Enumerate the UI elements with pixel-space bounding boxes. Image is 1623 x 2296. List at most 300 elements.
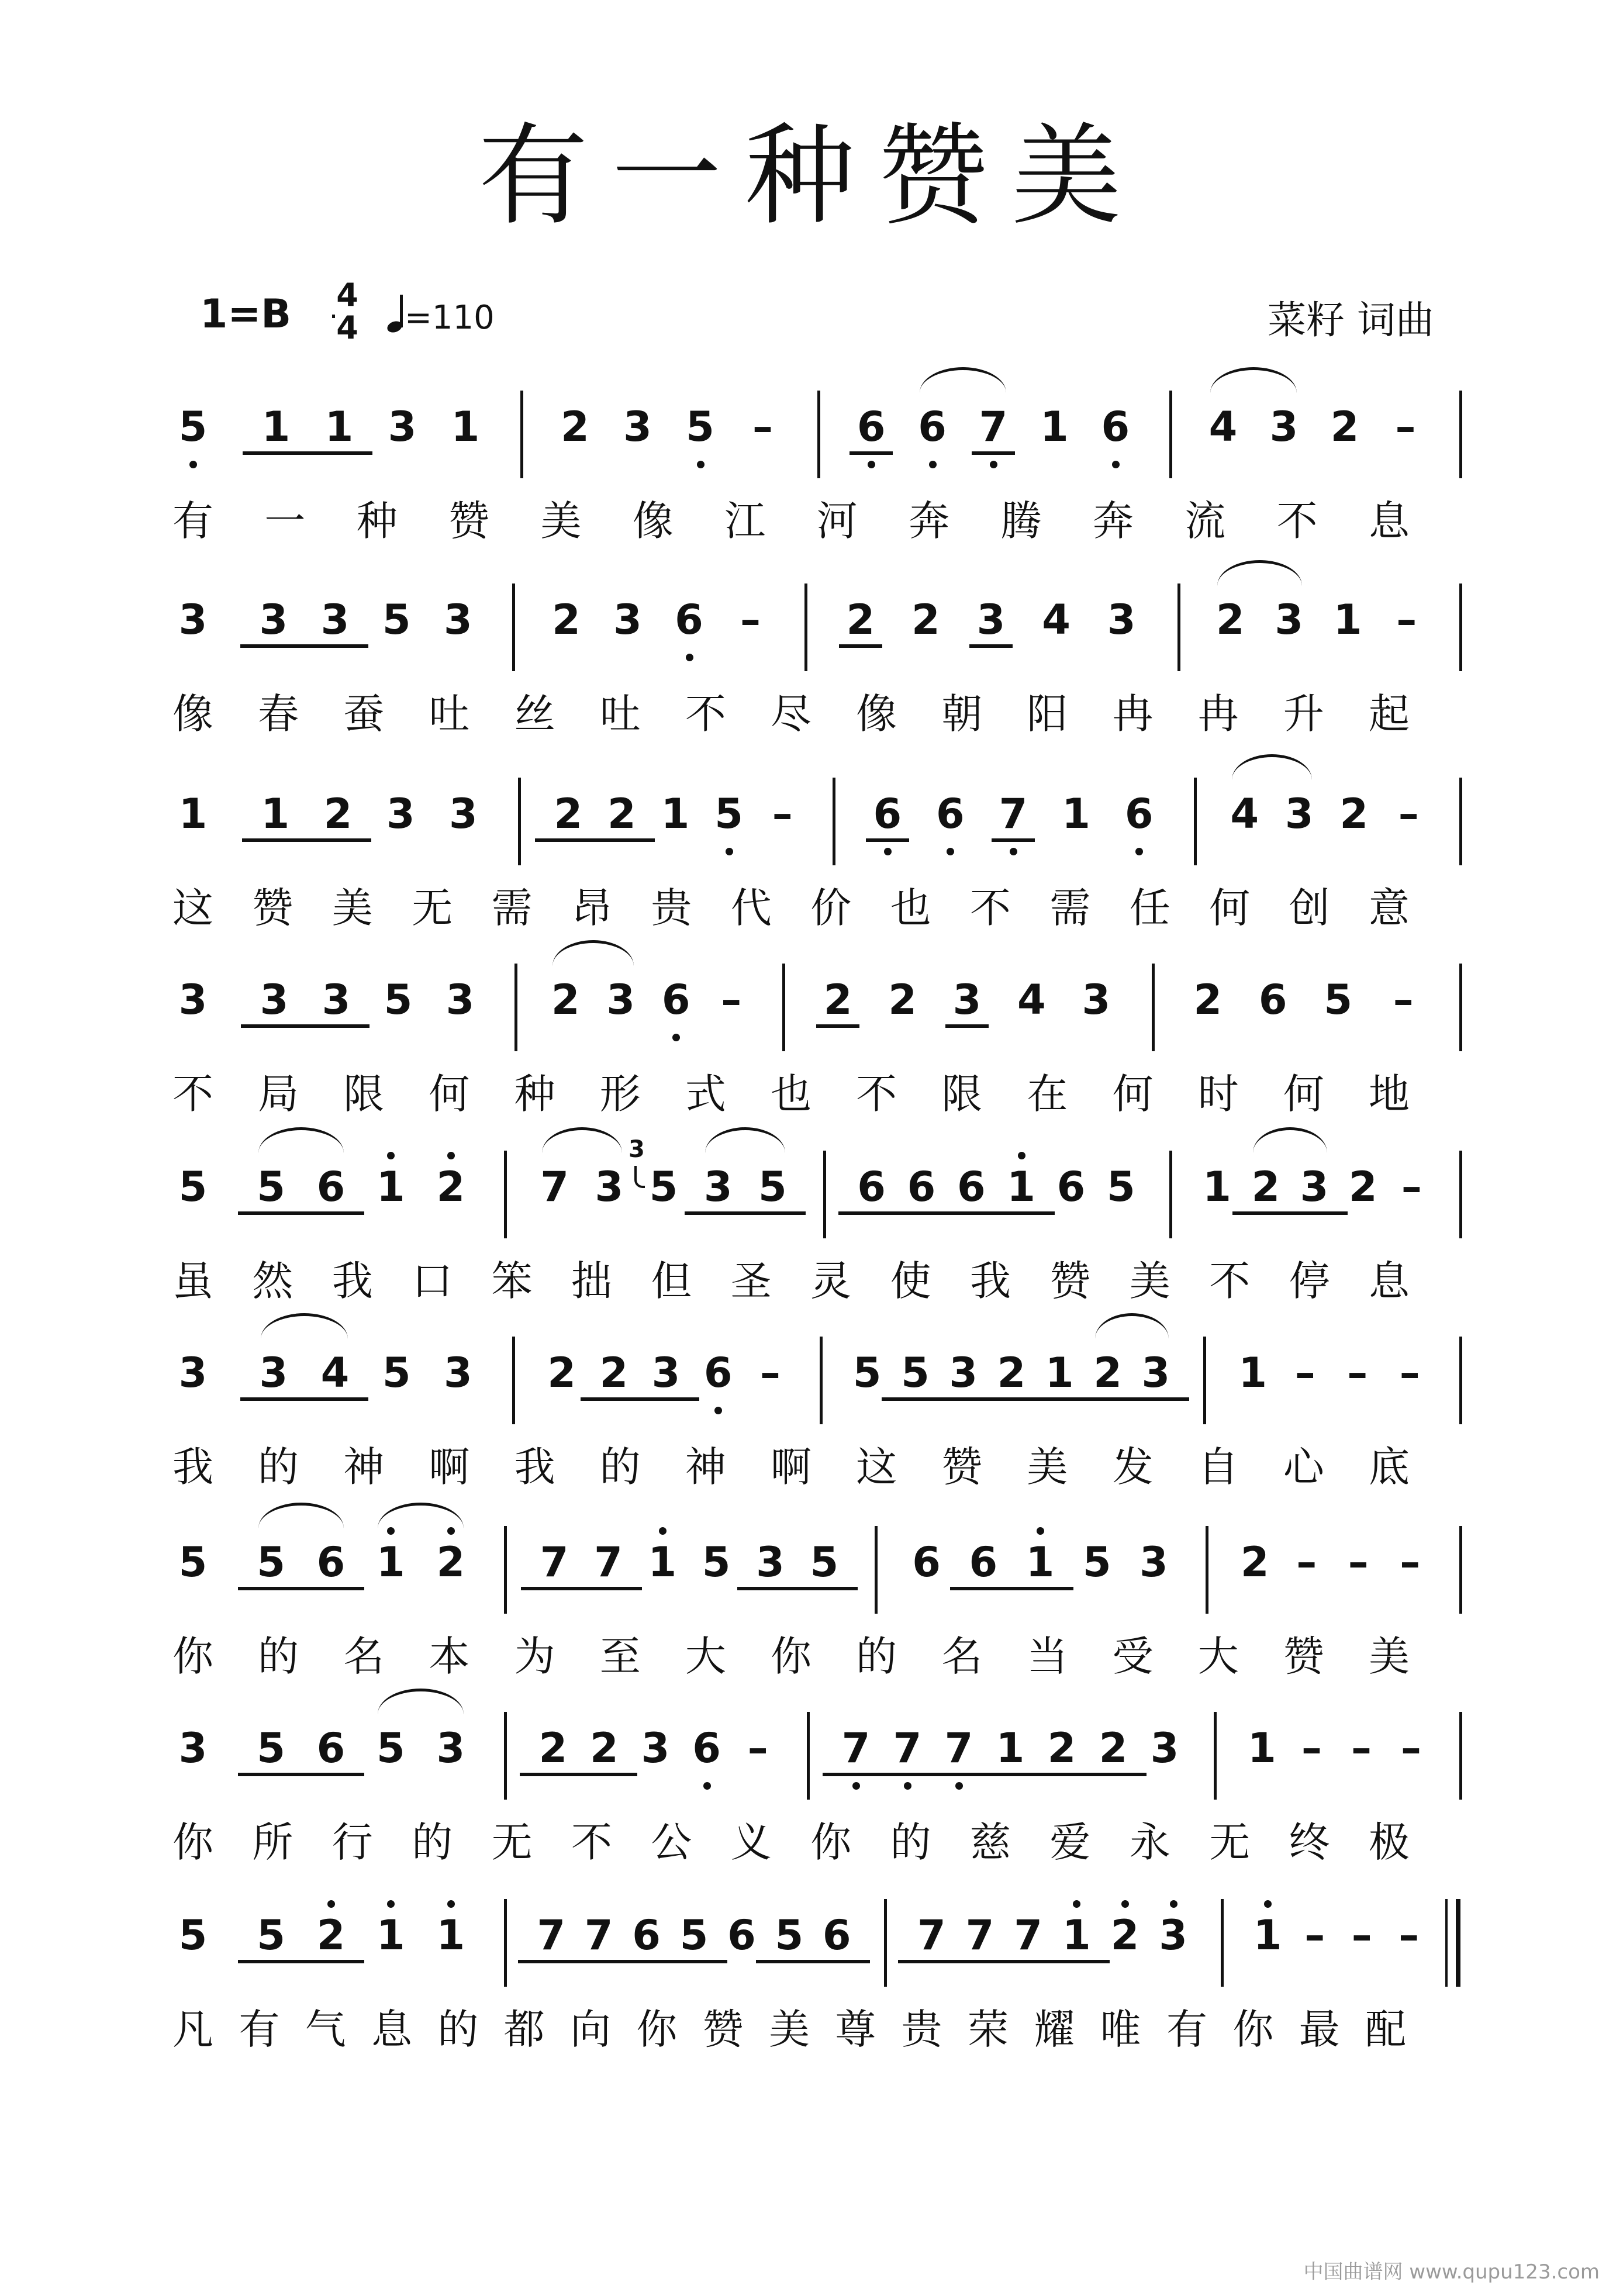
barline	[833, 778, 835, 865]
note: 5	[746, 1146, 799, 1231]
final-barline-thin	[1445, 1899, 1448, 1987]
note: 6	[957, 1521, 1010, 1607]
barline	[1459, 1337, 1462, 1424]
lyric-syllable: 大	[1197, 1632, 1239, 1680]
note: 6	[727, 1911, 756, 1959]
note: 3	[595, 1163, 624, 1211]
note: 2	[424, 1521, 477, 1607]
lyric-syllable: 奔	[1092, 497, 1134, 545]
lyric-syllable: 地	[1369, 1070, 1410, 1118]
note: 2	[1330, 403, 1359, 451]
lyric-syllable: 腾	[1000, 497, 1042, 545]
note: 5	[798, 1521, 851, 1607]
dash-extension: –	[1400, 1538, 1421, 1586]
barline	[1459, 584, 1462, 671]
note: 3	[436, 1724, 465, 1772]
lyric-syllable: 啊	[771, 1443, 811, 1491]
lyric-syllable: 慈	[970, 1818, 1011, 1866]
note: 1	[249, 773, 302, 858]
note: 5	[384, 976, 413, 1024]
note: 2	[1348, 1163, 1377, 1211]
note: 6	[845, 386, 897, 471]
note: 6	[692, 1332, 744, 1417]
score-system	[0, 386, 1623, 561]
note: 3	[1288, 1146, 1341, 1231]
note: 6	[1258, 976, 1287, 1024]
lyric-syllable: 笨	[491, 1257, 533, 1305]
score-system	[0, 579, 1623, 754]
note: 7	[540, 1163, 569, 1211]
note: 3	[641, 1724, 670, 1772]
lyric-syllable: 有	[1166, 2005, 1207, 2053]
note: 3	[178, 1724, 208, 1772]
note: 1	[1241, 1894, 1294, 1980]
dash-extension: –	[1396, 596, 1417, 644]
lyric-syllable: 像	[172, 690, 213, 738]
note: 7	[572, 1894, 625, 1980]
lyric-syllable: 奔	[909, 497, 950, 545]
barline	[820, 1337, 823, 1424]
barline	[1177, 584, 1180, 671]
lyric-syllable: 也	[890, 884, 931, 932]
note: 1	[313, 386, 365, 471]
lyric-syllable: 何	[429, 1070, 470, 1118]
note: 7	[582, 1521, 635, 1607]
note: 4	[1017, 976, 1046, 1024]
note: 5	[245, 1894, 298, 1980]
lyric-syllable: 息	[1369, 497, 1410, 545]
barline	[1459, 1712, 1462, 1800]
lyric-syllable: 停	[1289, 1257, 1330, 1305]
note: 6	[912, 1538, 941, 1586]
page-title: 有一种赞美	[478, 112, 1145, 240]
note: 2	[1087, 1707, 1139, 1793]
barline	[512, 584, 515, 671]
lyric-syllable: 美	[1369, 1632, 1410, 1680]
barline	[518, 778, 521, 865]
score-system	[0, 959, 1623, 1134]
lyric-syllable: 任	[1129, 884, 1170, 932]
lyric-syllable: 不	[172, 1070, 213, 1118]
note: 6	[895, 1146, 948, 1231]
lyric-syllable: 何	[1112, 1070, 1154, 1118]
note: 1	[1040, 403, 1069, 451]
note: 1	[1238, 1349, 1268, 1397]
lyric-syllable: 配	[1365, 2005, 1406, 2053]
note: 3	[248, 959, 301, 1044]
slur	[1217, 560, 1302, 586]
note: 5	[763, 1894, 816, 1980]
lyric-syllable: 爱	[1049, 1818, 1091, 1866]
slur	[920, 367, 1006, 393]
lyric-syllable: 昂	[571, 884, 612, 932]
lyric-syllable: 贵	[651, 884, 692, 932]
note: 3	[1082, 976, 1111, 1024]
note: 6	[1113, 773, 1165, 858]
barline	[807, 1712, 810, 1800]
note: 2	[551, 976, 580, 1024]
note: 2	[527, 1707, 579, 1793]
lyric-syllable: 无	[1209, 1818, 1251, 1866]
note: 7	[967, 386, 1020, 471]
dash-extension: –	[1296, 1538, 1317, 1586]
lyric-syllable: 不	[970, 884, 1011, 932]
score-system	[0, 1332, 1623, 1507]
lyric-syllable: 至	[599, 1632, 641, 1680]
lyric-syllable: 的	[437, 2005, 479, 2053]
note: 4	[1042, 596, 1071, 644]
note: 5	[1106, 1163, 1135, 1211]
lyric-syllable: 的	[890, 1818, 931, 1866]
dash-extension: –	[759, 1349, 781, 1397]
note: 7	[881, 1707, 934, 1793]
note: 5	[703, 773, 755, 858]
note: 3	[692, 1146, 744, 1231]
note: 3	[178, 1349, 208, 1397]
barline	[504, 1526, 507, 1614]
note: 3	[941, 959, 993, 1044]
lyric-syllable: 这	[172, 884, 213, 932]
lyric-syllable: 流	[1185, 497, 1226, 545]
note: 3	[1269, 403, 1299, 451]
note: 1	[1203, 1163, 1231, 1211]
note: 6	[1056, 1163, 1086, 1211]
barline	[804, 584, 807, 671]
note: 5	[702, 1538, 731, 1586]
lyric-syllable: 行	[331, 1818, 373, 1866]
lyric-syllable: 气	[305, 2005, 346, 2053]
note: 4	[1208, 403, 1238, 451]
lyric-syllable: 耀	[1034, 2005, 1075, 2053]
lyric-syllable: 凡	[172, 2005, 213, 2053]
lyric-syllable: 为	[514, 1632, 555, 1680]
slur	[1232, 754, 1313, 780]
barline	[823, 1151, 826, 1238]
note: 3	[640, 1332, 692, 1417]
note: 3	[178, 976, 208, 1024]
lyric-syllable: 升	[1283, 690, 1324, 738]
dash-extension: –	[1399, 1349, 1420, 1397]
lyric-syllable: 自	[1197, 1443, 1239, 1491]
lyric-syllable: 你	[771, 1632, 811, 1680]
lyric-syllable: 使	[890, 1257, 931, 1305]
note: 6	[663, 579, 716, 664]
lyric-syllable: 息	[1369, 1257, 1410, 1305]
note: 1	[1033, 1332, 1086, 1417]
lyric-syllable: 吐	[429, 690, 470, 738]
lyric-syllable: 这	[856, 1443, 897, 1491]
note: 6	[681, 1707, 733, 1793]
lyric-syllable: 名	[941, 1632, 983, 1680]
lyric-syllable: 美	[1129, 1257, 1170, 1305]
lyric-syllable: 创	[1289, 884, 1330, 932]
lyric-syllable: 美	[331, 884, 373, 932]
lyric-syllable: 你	[636, 2005, 678, 2053]
note: 2	[312, 773, 364, 858]
note: 2	[305, 1894, 357, 1980]
barline	[884, 1899, 887, 1987]
note: 5	[178, 1163, 208, 1211]
lyric-syllable: 息	[371, 2005, 412, 2053]
lyric-syllable: 种	[514, 1070, 555, 1118]
note: 7	[525, 1894, 578, 1980]
note: 5	[852, 1349, 882, 1397]
barline	[782, 964, 785, 1051]
lyric-syllable: 意	[1369, 884, 1410, 932]
barline	[1206, 1526, 1208, 1614]
lyric-syllable: 尊	[835, 2005, 876, 2053]
lyric-syllable: 义	[730, 1818, 772, 1866]
note: 2	[1193, 976, 1223, 1024]
note: 2	[595, 773, 648, 858]
lyric-syllable: 赞	[448, 497, 490, 545]
note: 3	[388, 403, 417, 451]
note: 1	[424, 1894, 477, 1980]
note: 2	[1082, 1332, 1134, 1417]
note: 1	[178, 790, 208, 838]
dash-extension: –	[1294, 1349, 1315, 1397]
note: 7	[830, 1707, 882, 1793]
note: 1	[1248, 1724, 1276, 1772]
note: 3	[937, 1332, 990, 1417]
tempo-value: =110	[405, 299, 495, 337]
lyric-syllable: 不	[856, 1070, 897, 1118]
barline	[504, 1151, 507, 1238]
grace-note: 3	[629, 1136, 645, 1163]
lyric-syllable: 赞	[252, 884, 293, 932]
lyric-syllable: 有	[239, 2005, 280, 2053]
lyric-syllable: 河	[816, 497, 858, 545]
lyric-syllable: 江	[724, 497, 766, 545]
note: 2	[1239, 1146, 1292, 1231]
lyric-syllable: 尽	[771, 690, 811, 738]
lyric-syllable: 无	[491, 1818, 533, 1866]
note: 2	[1099, 1894, 1151, 1980]
dash-extension: –	[1398, 1911, 1420, 1959]
lyric-syllable: 我	[172, 1443, 213, 1491]
slur	[1210, 367, 1297, 393]
note: 6	[305, 1707, 357, 1793]
dash-extension: –	[1401, 1724, 1421, 1772]
note: 3	[1284, 790, 1314, 838]
lyric-syllable: 式	[685, 1070, 726, 1118]
dash-extension: –	[1398, 790, 1419, 838]
lyric-syllable: 本	[429, 1632, 470, 1680]
dash-extension: –	[747, 1724, 768, 1772]
lyric-syllable: 啊	[429, 1443, 470, 1491]
lyric-syllable: 圣	[730, 1257, 772, 1305]
note: 2	[561, 403, 589, 451]
note: 2	[1215, 596, 1245, 644]
lyric-syllable: 蚕	[343, 690, 385, 738]
note: 6	[305, 1146, 357, 1231]
dash-extension: –	[740, 596, 761, 644]
lyric-syllable: 公	[651, 1818, 692, 1866]
lyric-syllable: 最	[1299, 2005, 1340, 2053]
note: 5	[889, 1332, 941, 1417]
lyric-syllable: 我	[331, 1257, 373, 1305]
note: 3	[623, 403, 652, 451]
lyric-syllable: 冉	[1112, 690, 1154, 738]
note: 2	[985, 1332, 1038, 1417]
note: 1	[250, 386, 302, 471]
barline	[514, 964, 517, 1051]
time-signature-bottom: 4	[336, 309, 358, 346]
lyric-syllable: 朝	[941, 690, 983, 738]
dash-extension: –	[772, 790, 793, 838]
lyric-syllable: 神	[685, 1443, 726, 1491]
note: 1	[1333, 596, 1362, 644]
note: 3	[444, 1349, 472, 1397]
note: 3	[247, 1332, 300, 1417]
barline	[504, 1899, 507, 1987]
lyric-syllable: 然	[252, 1257, 293, 1305]
note: 7	[933, 1707, 985, 1793]
note: 3	[1130, 1332, 1182, 1417]
note: 3	[1107, 596, 1136, 644]
lyric-syllable: 我	[970, 1257, 1011, 1305]
note: 2	[588, 1332, 640, 1417]
lyric-syllable: 也	[771, 1070, 811, 1118]
note: 6	[810, 1894, 863, 1980]
note: 1	[1014, 1521, 1066, 1607]
lyric-syllable: 终	[1289, 1818, 1330, 1866]
lyric-syllable: 不	[1276, 497, 1318, 545]
grace-note-hook	[634, 1166, 645, 1188]
barline	[1194, 778, 1197, 865]
note: 1	[984, 1707, 1037, 1793]
lyric-syllable: 吐	[599, 690, 641, 738]
lyric-syllable: 代	[730, 884, 772, 932]
lyric-syllable: 时	[1197, 1070, 1239, 1118]
barline	[1203, 1337, 1206, 1424]
dash-extension: –	[1401, 1163, 1422, 1211]
note: 3	[606, 976, 636, 1024]
lyric-syllable: 像	[632, 497, 674, 545]
dash-extension: –	[721, 976, 742, 1024]
barline	[1459, 1151, 1462, 1238]
note: 2	[552, 596, 581, 644]
dash-extension: –	[1348, 1538, 1369, 1586]
lyric-syllable: 美	[769, 2005, 810, 2053]
note: 6	[945, 1146, 997, 1231]
lyric-syllable: 不	[685, 690, 726, 738]
lyric-syllable: 丝	[514, 690, 555, 738]
lyric-syllable: 大	[685, 1632, 726, 1680]
lyric-syllable: 你	[1232, 2005, 1274, 2053]
note: 2	[1240, 1538, 1269, 1586]
lyric-syllable: 心	[1283, 1443, 1324, 1491]
note: 6	[906, 386, 959, 471]
lyric-syllable: 赞	[941, 1443, 983, 1491]
note: 2	[542, 773, 595, 858]
lyric-syllable: 何	[1209, 884, 1251, 932]
lyric-syllable: 何	[1283, 1070, 1324, 1118]
site-watermark: 中国曲谱网 www.qupu123.com	[1303, 2260, 1600, 2284]
lyric-syllable: 赞	[1283, 1632, 1324, 1680]
barline	[817, 391, 820, 478]
score-system	[0, 773, 1623, 948]
lyric-syllable: 名	[343, 1632, 385, 1680]
lyric-syllable: 的	[856, 1632, 897, 1680]
note: 5	[649, 1163, 678, 1211]
lyric-syllable: 有	[172, 497, 213, 545]
note: 5	[245, 1146, 298, 1231]
lyric-syllable: 局	[258, 1070, 299, 1118]
note: 1	[1062, 790, 1090, 838]
barline	[1152, 964, 1155, 1051]
lyric-syllable: 虽	[172, 1257, 213, 1305]
lyric-syllable: 不	[1209, 1257, 1251, 1305]
note: 2	[911, 596, 940, 644]
barline	[875, 1526, 878, 1614]
barline	[1169, 391, 1172, 478]
note: 6	[650, 959, 702, 1044]
lyric-syllable: 荣	[968, 2005, 1009, 2053]
note: 5	[167, 386, 219, 471]
note: 7	[987, 773, 1040, 858]
note: 6	[305, 1521, 357, 1607]
lyric-syllable: 不	[571, 1818, 612, 1866]
barline	[520, 391, 523, 478]
note: 3	[444, 596, 472, 644]
note: 3	[1139, 1538, 1168, 1586]
score-system	[0, 1136, 1623, 1321]
note: 2	[424, 1146, 477, 1231]
note: 3	[386, 790, 415, 838]
lyric-syllable: 神	[343, 1443, 385, 1491]
lyric-syllable: 但	[651, 1257, 692, 1305]
lyric-syllable: 口	[412, 1257, 453, 1305]
lyric-syllable: 限	[941, 1070, 983, 1118]
score-system	[0, 1521, 1623, 1697]
lyric-syllable: 当	[1027, 1632, 1068, 1680]
score-system	[0, 1894, 1623, 2070]
note: 5	[668, 1894, 720, 1980]
lyric-syllable: 赞	[702, 2005, 744, 2053]
note: 5	[178, 1538, 208, 1586]
lyric-syllable: 需	[1049, 884, 1091, 932]
note: 5	[674, 386, 727, 471]
dash-extension: –	[1351, 1724, 1372, 1772]
note: 5	[1324, 976, 1353, 1024]
lyric-syllable: 拙	[571, 1257, 612, 1305]
barline	[1214, 1712, 1217, 1800]
note: 3	[446, 976, 475, 1024]
lyric-syllable: 限	[343, 1070, 385, 1118]
barline	[1459, 391, 1462, 478]
note: 3	[309, 579, 361, 664]
composer-credit: 菜籽 词曲	[1268, 298, 1434, 343]
lyric-syllable: 种	[356, 497, 398, 545]
lyric-syllable: 像	[856, 690, 897, 738]
dash-extension: –	[1393, 976, 1414, 1024]
lyric-syllable: 起	[1369, 690, 1410, 738]
note: 1	[636, 1521, 689, 1607]
lyric-syllable: 都	[503, 2005, 545, 2053]
lyric-syllable: 无	[412, 884, 453, 932]
dash-extension: –	[1347, 1349, 1368, 1397]
score-system	[0, 1707, 1623, 1883]
note: 7	[1002, 1894, 1055, 1980]
lyric-syllable: 永	[1129, 1818, 1170, 1866]
lyric-syllable: 的	[258, 1632, 299, 1680]
lyric-syllable: 价	[810, 884, 852, 932]
lyric-syllable: 你	[810, 1818, 852, 1866]
note: 7	[905, 1894, 958, 1980]
note: 2	[578, 1707, 630, 1793]
note: 6	[924, 773, 976, 858]
